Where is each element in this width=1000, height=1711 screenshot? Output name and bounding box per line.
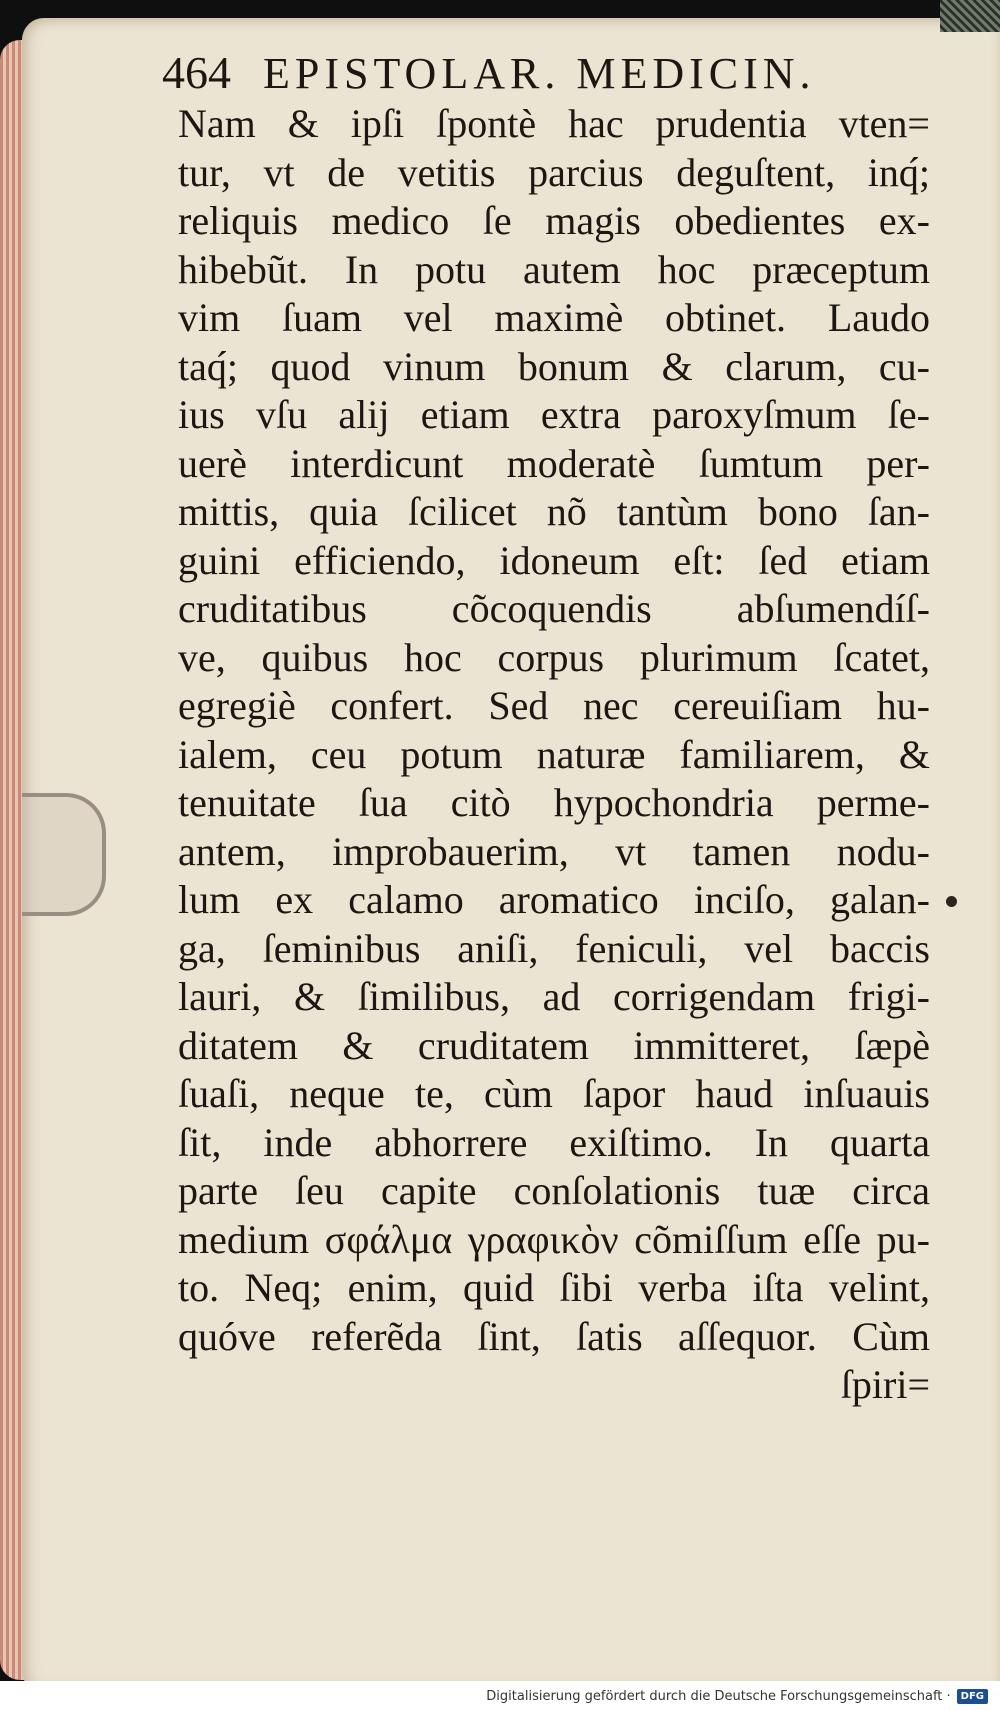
digitization-footer bbox=[0, 1681, 1000, 1711]
footer-credit: Digitalisierung gefördert durch die Deutsche Forschungsgemeinschaft · bbox=[486, 1688, 951, 1704]
text-line: guini efficiendo, idoneum eſt: ſed etiam bbox=[178, 537, 930, 583]
page-number: 464 bbox=[162, 47, 231, 98]
text-line: ve, quibus hoc corpus plurimum ſcatet, bbox=[178, 634, 930, 680]
text-line: mittis, quia ſcilicet nõ tantùm bono ſan- bbox=[178, 489, 930, 534]
text-line: ga, ſeminibus aniſi, feniculi, vel baccis bbox=[178, 925, 930, 971]
text-line: Nam & ipſi ſpontè hac prudentia vten= bbox=[178, 101, 930, 146]
text-line: taq́; quod vinum bonum & clarum, cu- bbox=[178, 343, 930, 389]
text-line: parte ſeu capite conſolationis tuæ circa bbox=[178, 1168, 930, 1213]
text-line: ialem, ceu potum naturæ familiarem, & bbox=[178, 731, 930, 777]
text-line: cruditatibus cõcoquendis abſumendíſ- bbox=[178, 586, 930, 631]
text-line: lauri, & ſimilibus, ad corrigendam frigi- bbox=[178, 974, 930, 1019]
text-line: lum ex calamo aromatico inciſo, galan- bbox=[178, 877, 930, 922]
text-line: antem, improbauerim, vt tamen nodu- bbox=[178, 828, 930, 874]
text-line: ſit, inde abhorrere exiſtimo. In quarta bbox=[178, 1119, 930, 1165]
text-line: reliquis medico ſe magis obedientes ex- bbox=[178, 198, 930, 243]
text-line: quóve referẽda ſint, ſatis aſſequor. Cùm bbox=[178, 1313, 930, 1359]
text-line: hibebũt. In potu autem hoc præceptum bbox=[178, 246, 930, 292]
page-header bbox=[162, 46, 952, 104]
text-line: egregiè confert. Sed nec cereuiſiam hu- bbox=[178, 683, 930, 728]
text-line: ſuaſi, neque te, cùm ſapor haud inſuauis bbox=[178, 1071, 930, 1116]
text-line: ius vſu alij etiam extra paroxyſmum ſe- bbox=[178, 392, 930, 437]
text-line: tenuitate ſua citò hypochondria perme- bbox=[178, 780, 930, 825]
text-line: tur, vt de vetitis parcius deguſtent, inq́; bbox=[178, 149, 930, 195]
text-line: vim ſuam vel maximè obtinet. Laudo bbox=[178, 295, 930, 340]
text-line: uerè interdicunt moderatè ſumtum per- bbox=[178, 440, 930, 486]
dfg-logo: DFG bbox=[957, 1689, 988, 1704]
text-line: to. Neq; enim, quid ſibi verba iſta velint, bbox=[178, 1265, 930, 1310]
running-head: EPISTOLAR. MEDICIN. bbox=[263, 49, 816, 98]
ink-dot bbox=[946, 896, 957, 907]
page-clip bbox=[22, 793, 106, 916]
text-line: ditatem & cruditatem immitteret, ſæpè bbox=[178, 1022, 930, 1068]
body-text bbox=[178, 100, 930, 1410]
text-line: medium σφάλμα γραφικὸν cõmiſſum eſſe pu- bbox=[178, 1216, 930, 1262]
fabric-corner bbox=[940, 0, 1000, 32]
catchword: ſpiri= bbox=[840, 1362, 930, 1407]
